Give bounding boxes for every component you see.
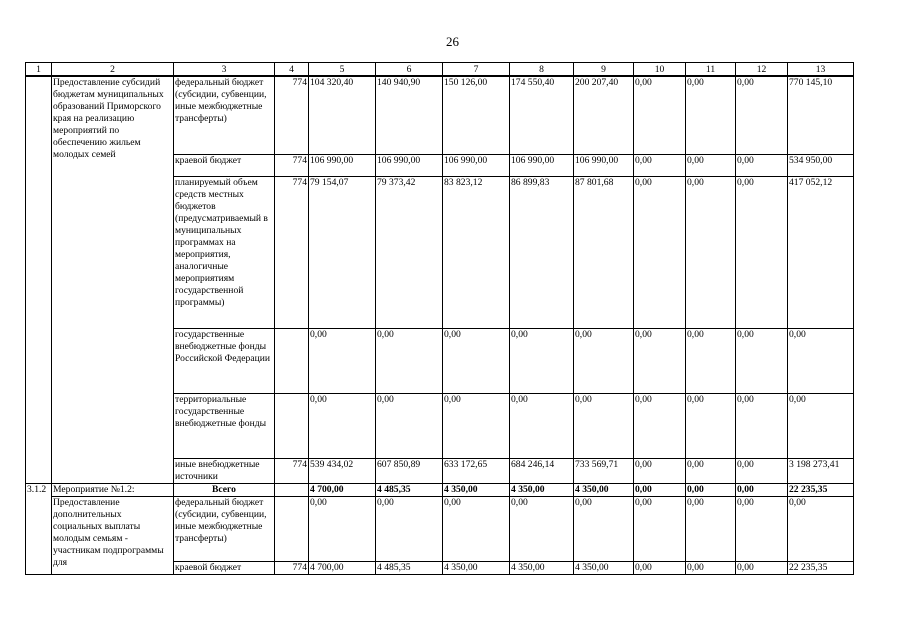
column-header: 5: [309, 63, 376, 77]
amount-cell: 0,00: [634, 561, 686, 574]
amount-cell: 106 990,00: [309, 154, 376, 176]
amount-cell: 86 899,83: [510, 176, 574, 328]
amount-cell: 417 052,12: [788, 176, 854, 328]
amount-cell: 0,00: [736, 154, 788, 176]
amount-cell: 770 145,10: [788, 76, 854, 154]
amount-cell: 4 350,00: [510, 483, 574, 496]
amount-cell: 0,00: [634, 393, 686, 458]
amount-cell: 0,00: [510, 496, 574, 561]
budget-code: 774: [275, 561, 309, 574]
column-header: 1: [26, 63, 52, 77]
amount-cell: 106 990,00: [510, 154, 574, 176]
budget-code: [275, 483, 309, 496]
column-header: 13: [788, 63, 854, 77]
column-header: 8: [510, 63, 574, 77]
page-number: 26: [446, 34, 459, 49]
amount-cell: 4 700,00: [309, 483, 376, 496]
amount-cell: 0,00: [634, 458, 686, 483]
funding-source: государственные внебюджетные фонды Российской Федерации: [174, 328, 275, 393]
amount-cell: 200 207,40: [574, 76, 634, 154]
column-header: 7: [443, 63, 510, 77]
amount-cell: 0,00: [309, 328, 376, 393]
amount-cell: 0,00: [443, 328, 510, 393]
amount-cell: 0,00: [736, 393, 788, 458]
amount-cell: 0,00: [574, 393, 634, 458]
amount-cell: 22 235,35: [788, 561, 854, 574]
amount-cell: 4 350,00: [443, 483, 510, 496]
funding-source: иные внебюджетные источники: [174, 458, 275, 483]
amount-cell: 0,00: [510, 393, 574, 458]
measure-title: Мероприятие №1.2:: [52, 483, 174, 496]
amount-cell: 0,00: [686, 176, 736, 328]
measure-description: Предоставление дополнительных социальных выплаты молодым семьям - участникам подпрограммы для: [52, 496, 174, 574]
amount-cell: 140 940,90: [376, 76, 443, 154]
amount-cell: 539 434,02: [309, 458, 376, 483]
funding-source: краевой бюджет: [174, 561, 275, 574]
amount-cell: 0,00: [736, 496, 788, 561]
amount-cell: 106 990,00: [376, 154, 443, 176]
amount-cell: 0,00: [443, 393, 510, 458]
amount-cell: 4 350,00: [574, 483, 634, 496]
table-row-total: [26, 483, 854, 496]
budget-code: 774: [275, 458, 309, 483]
amount-cell: 106 990,00: [443, 154, 510, 176]
amount-cell: 22 235,35: [788, 483, 854, 496]
amount-cell: 4 485,35: [376, 483, 443, 496]
budget-code: 774: [275, 154, 309, 176]
amount-cell: 3 198 273,41: [788, 458, 854, 483]
amount-cell: 0,00: [788, 496, 854, 561]
amount-cell: 0,00: [686, 76, 736, 154]
row-number-cell: [26, 76, 52, 483]
amount-cell: 0,00: [686, 393, 736, 458]
amount-cell: 0,00: [788, 328, 854, 393]
funding-source: федеральный бюджет (субсидии, субвенции, иные межбюджетные трансферты): [174, 496, 275, 561]
amount-cell: 0,00: [634, 76, 686, 154]
funding-source: планируемый объем средств местных бюджетов (предусматриваемый в муниципальных программах на мероприятия, аналогичные мероприятиям государственной программы): [174, 176, 275, 328]
amount-cell: 79 373,42: [376, 176, 443, 328]
amount-cell: 0,00: [736, 328, 788, 393]
table-header-row: [26, 63, 854, 77]
amount-cell: 534 950,00: [788, 154, 854, 176]
amount-cell: 4 350,00: [443, 561, 510, 574]
amount-cell: 0,00: [686, 458, 736, 483]
amount-cell: 4 350,00: [510, 561, 574, 574]
column-header: 2: [52, 63, 174, 77]
amount-cell: 0,00: [510, 328, 574, 393]
budget-code: [275, 328, 309, 393]
column-header: 9: [574, 63, 634, 77]
amount-cell: 0,00: [686, 496, 736, 561]
budget-code: 774: [275, 176, 309, 328]
amount-cell: 0,00: [443, 496, 510, 561]
funding-source: Всего: [174, 483, 275, 496]
column-header: 11: [686, 63, 736, 77]
row-number-cell: 3.1.2: [26, 483, 52, 574]
amount-cell: 4 350,00: [574, 561, 634, 574]
amount-cell: 0,00: [736, 76, 788, 154]
amount-cell: 0,00: [686, 483, 736, 496]
amount-cell: 0,00: [736, 561, 788, 574]
column-header: 3: [174, 63, 275, 77]
budget-code: [275, 496, 309, 561]
amount-cell: 0,00: [574, 496, 634, 561]
table-row: [26, 496, 854, 561]
amount-cell: 0,00: [309, 393, 376, 458]
amount-cell: 0,00: [736, 458, 788, 483]
amount-cell: 174 550,40: [510, 76, 574, 154]
budget-code: 774: [275, 76, 309, 154]
amount-cell: 0,00: [736, 176, 788, 328]
amount-cell: 0,00: [736, 483, 788, 496]
funding-source: территориальные государственные внебюджетные фонды: [174, 393, 275, 458]
funding-source: краевой бюджет: [174, 154, 275, 176]
column-header: 12: [736, 63, 788, 77]
amount-cell: 4 485,35: [376, 561, 443, 574]
amount-cell: 0,00: [634, 496, 686, 561]
amount-cell: 733 569,71: [574, 458, 634, 483]
budget-code: [275, 393, 309, 458]
amount-cell: 0,00: [309, 496, 376, 561]
amount-cell: 104 320,40: [309, 76, 376, 154]
budget-table: [25, 62, 854, 575]
amount-cell: 607 850,89: [376, 458, 443, 483]
amount-cell: 106 990,00: [574, 154, 634, 176]
amount-cell: 0,00: [574, 328, 634, 393]
amount-cell: 0,00: [788, 393, 854, 458]
amount-cell: 0,00: [686, 328, 736, 393]
amount-cell: 79 154,07: [309, 176, 376, 328]
amount-cell: 150 126,00: [443, 76, 510, 154]
amount-cell: 633 172,65: [443, 458, 510, 483]
amount-cell: 87 801,68: [574, 176, 634, 328]
amount-cell: 0,00: [376, 496, 443, 561]
amount-cell: 0,00: [376, 393, 443, 458]
amount-cell: 0,00: [634, 176, 686, 328]
amount-cell: 83 823,12: [443, 176, 510, 328]
amount-cell: 0,00: [376, 328, 443, 393]
funding-source: федеральный бюджет (субсидии, субвенции, иные межбюджетные трансферты): [174, 76, 275, 154]
amount-cell: 0,00: [686, 154, 736, 176]
amount-cell: 684 246,14: [510, 458, 574, 483]
column-header: 10: [634, 63, 686, 77]
measure-description: Предоставление субсидий бюджетам муниципальных образований Приморского края на реализацию мероприятий по обеспечению жильем молодых семей: [52, 76, 174, 483]
amount-cell: 0,00: [686, 561, 736, 574]
table-row: [26, 76, 854, 154]
column-header: 6: [376, 63, 443, 77]
amount-cell: 4 700,00: [309, 561, 376, 574]
amount-cell: 0,00: [634, 328, 686, 393]
amount-cell: 0,00: [634, 154, 686, 176]
amount-cell: 0,00: [634, 483, 686, 496]
column-header: 4: [275, 63, 309, 77]
